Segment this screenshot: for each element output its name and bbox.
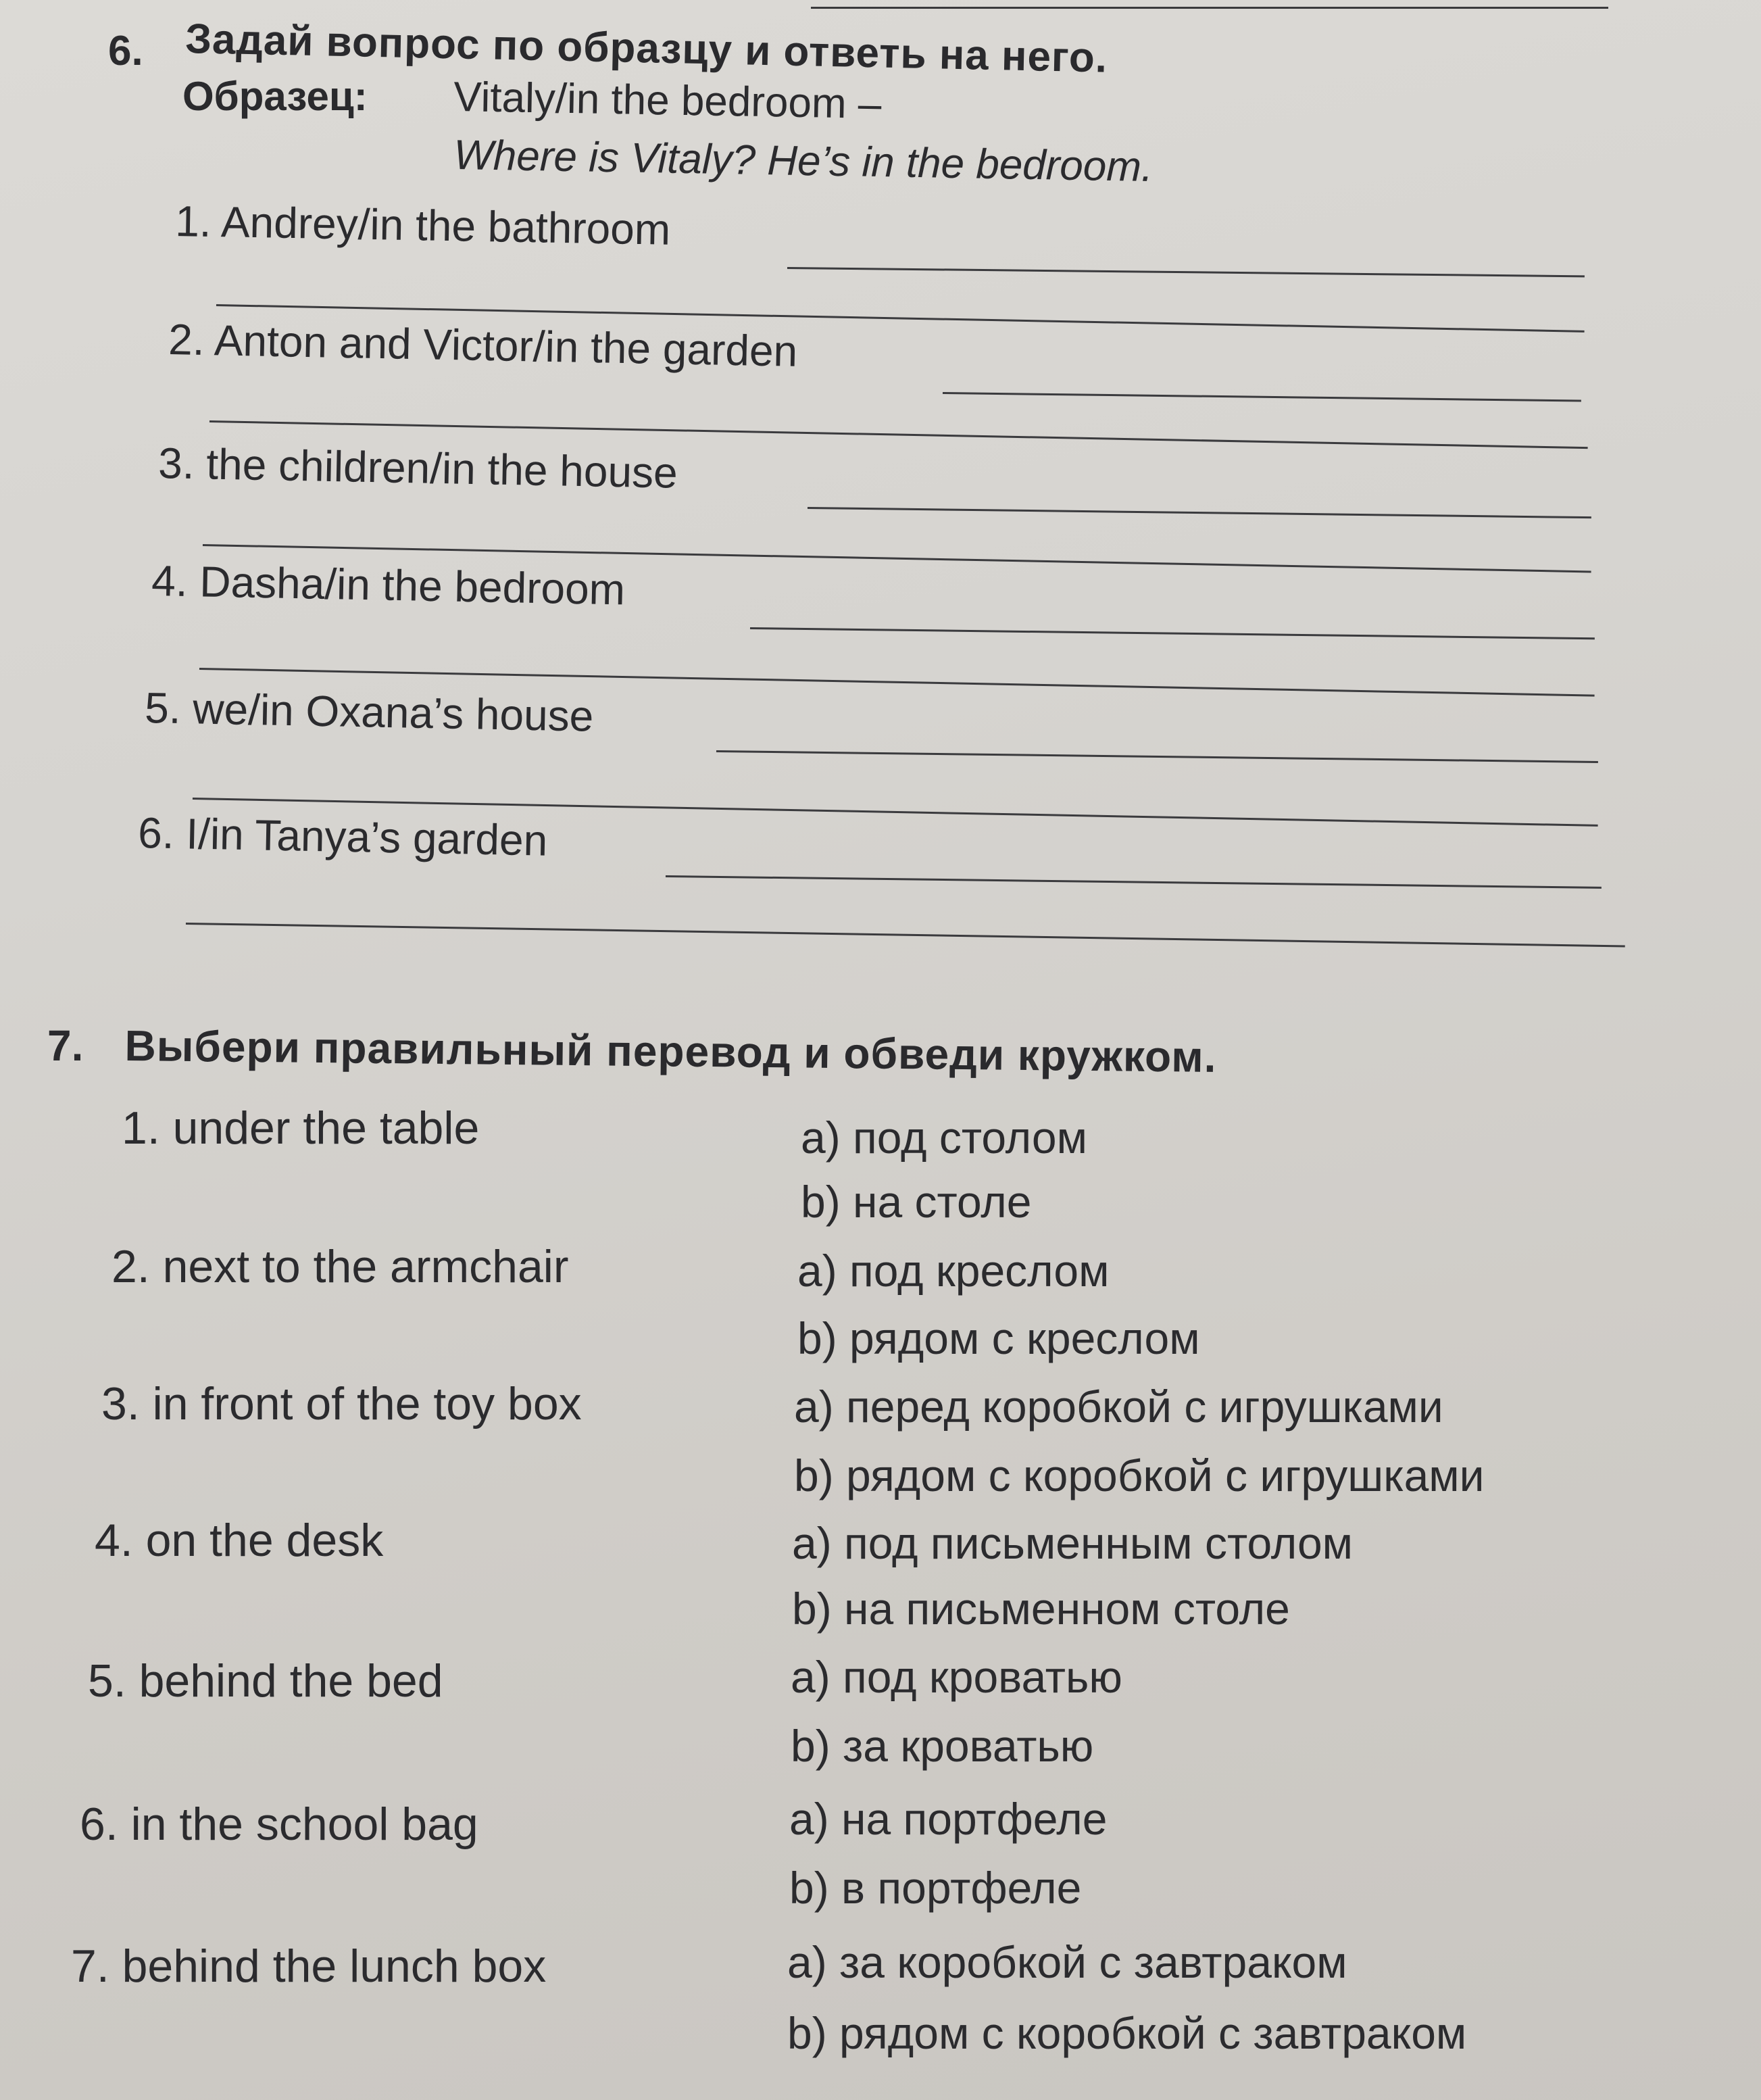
exercise-7-phrase-7: 7. behind the lunch box — [71, 1940, 547, 1992]
exercise-7-option-4b[interactable]: b) на письменном столе — [792, 1584, 1290, 1634]
sample-label: Образец: — [182, 74, 368, 119]
exercise-7-number: 7. — [47, 1021, 84, 1070]
exercise-7-option-7b[interactable]: b) рядом с коробкой с завтраком — [787, 2008, 1467, 2058]
exercise-7-phrase-6: 6. in the school bag — [80, 1799, 478, 1850]
exercise-6-item-6: 6. I/in Tanya’s garden — [137, 808, 548, 865]
exercise-7-phrase-2: 2. next to the armchair — [111, 1241, 569, 1292]
exercise-7-option-6a[interactable]: a) на портфеле — [789, 1794, 1108, 1844]
exercise-7-phrase-1: 1. under the table — [122, 1102, 480, 1154]
exercise-7-option-7a[interactable]: a) за коробкой с завтраком — [787, 1937, 1347, 1987]
exercise-6-item-5: 5. we/in Oxana’s house — [144, 683, 594, 741]
exercise-7-phrase-5: 5. behind the bed — [88, 1655, 443, 1707]
exercise-7-option-2a[interactable]: a) под креслом — [797, 1246, 1110, 1296]
exercise-7-title: Выбери правильный перевод и обведи кружком. — [124, 1021, 1217, 1081]
exercise-6-item-3: 3. the children/in the house — [157, 438, 678, 497]
top-divider-line — [811, 7, 1608, 9]
exercise-7-option-3a[interactable]: a) перед коробкой с игрушками — [794, 1382, 1443, 1432]
exercise-7-option-5b[interactable]: b) за кроватью — [791, 1721, 1094, 1771]
exercise-6-title: Задай вопрос по образцу и ответь на него. — [184, 15, 1108, 82]
exercise-6-item-2: 2. Anton and Victor/in the garden — [168, 314, 798, 376]
answer-line-3a[interactable] — [808, 507, 1591, 518]
exercise-7-option-3b[interactable]: b) рядом с коробкой с игрушками — [794, 1450, 1485, 1500]
answer-line-6a[interactable] — [666, 875, 1602, 889]
exercise-6-number: 6. — [108, 28, 143, 74]
answer-line-5a[interactable] — [716, 750, 1598, 763]
sample-prompt: Vitaly/in the bedroom – — [453, 73, 882, 128]
answer-line-6b[interactable] — [186, 923, 1625, 947]
exercise-6-item-4: 4. Dasha/in the bedroom — [151, 556, 626, 614]
exercise-7-option-1a[interactable]: a) под столом — [801, 1113, 1087, 1163]
exercise-7-phrase-4: 4. on the desk — [95, 1515, 384, 1566]
answer-line-4a[interactable] — [750, 627, 1595, 639]
exercise-7-option-4a[interactable]: a) под письменным столом — [792, 1518, 1354, 1568]
answer-line-1a[interactable] — [787, 267, 1585, 277]
exercise-7-option-1b[interactable]: b) на столе — [801, 1177, 1032, 1227]
exercise-7-option-5a[interactable]: a) под кроватью — [791, 1652, 1122, 1702]
sample-answer: Where is Vitaly? He’s in the bedroom. — [453, 131, 1154, 191]
exercise-7-option-2b[interactable]: b) рядом с креслом — [797, 1313, 1200, 1363]
exercise-6-item-1: 1. Andrey/in the bathroom — [174, 196, 671, 254]
exercise-7-phrase-3: 3. in front of the toy box — [101, 1378, 582, 1430]
answer-line-2a[interactable] — [943, 392, 1581, 402]
exercise-7-option-6b[interactable]: b) в портфеле — [789, 1863, 1082, 1913]
